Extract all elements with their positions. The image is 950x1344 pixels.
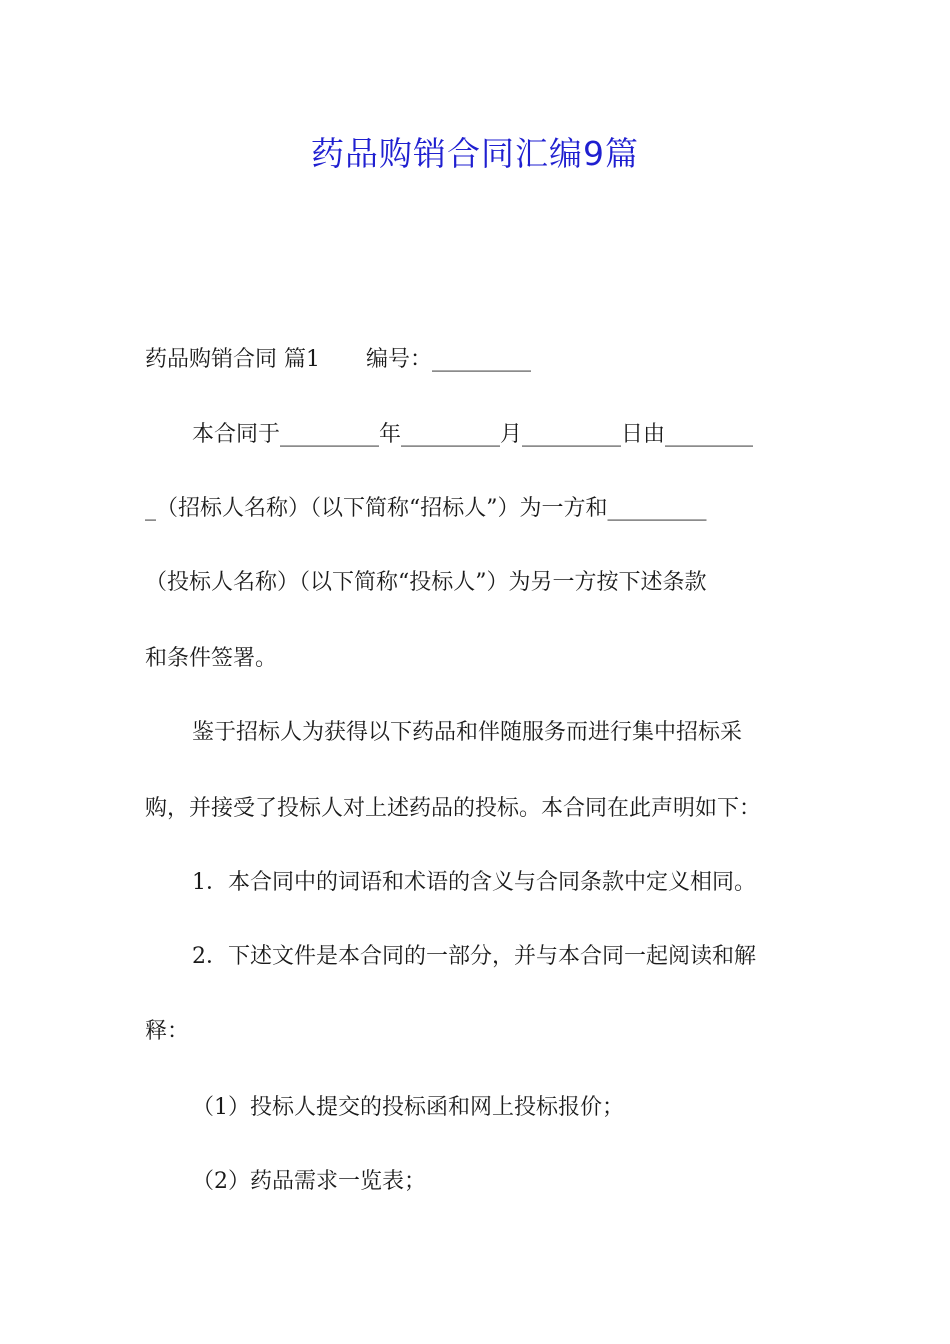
paragraph-line: 释： — [145, 1019, 190, 1044]
paragraph-line: 鉴于招标人为获得以下药品和伴随服务而进行集中招标采 — [192, 720, 743, 745]
document-title: 药品购销合同汇编9篇 — [311, 134, 639, 173]
list-item: （2）药品需求一览表； — [192, 1169, 426, 1194]
contract-number: 编号：_________ — [366, 347, 532, 372]
clause-item: 1．本合同中的词语和术语的含义与合同条款中定义相同。 — [192, 870, 756, 895]
contract-heading: 药品购销合同 篇1 — [145, 347, 320, 372]
list-item: （1）投标人提交的投标函和网上投标报价； — [192, 1095, 624, 1120]
paragraph-line: （投标人名称）（以下简称“投标人”）为另一方按下述条款 — [145, 570, 707, 595]
paragraph-line: 和条件签署。 — [145, 646, 278, 671]
paragraph-line: _（招标人名称）（以下简称“招标人”）为一方和_________ — [145, 496, 707, 521]
paragraph-line: 购，并接受了投标人对上述药品的投标。本合同在此声明如下： — [145, 796, 762, 821]
contract-header — [145, 345, 531, 375]
clause-item: 2．下述文件是本合同的一部分，并与本合同一起阅读和解 — [192, 944, 756, 969]
paragraph-line: 本合同于_________年_________月_________日由________ — [192, 422, 754, 447]
